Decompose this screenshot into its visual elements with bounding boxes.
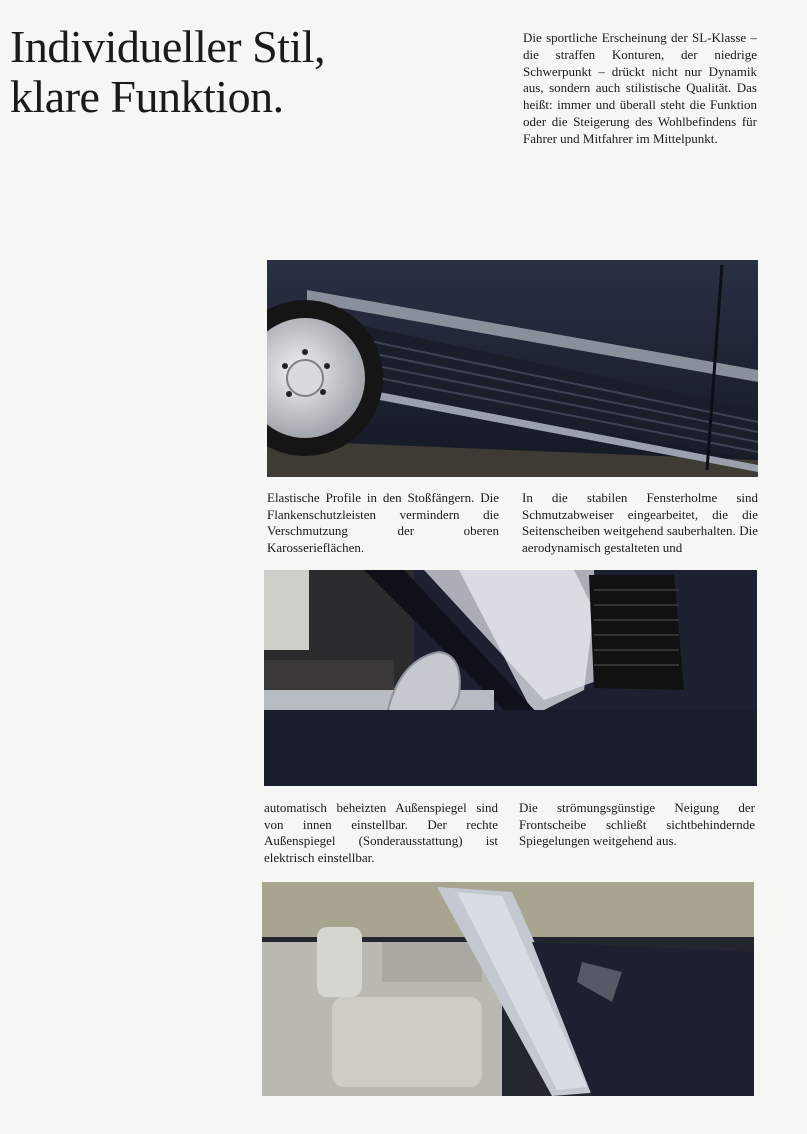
interior-illustration <box>262 882 754 1096</box>
caption-mirrors: automatisch beheizten Außenspiegel sind von innen einstellbar. Der rechte Außenspiegel (Sonderausstattung) ist elektrisch einstellbar. <box>264 800 498 865</box>
photo-mirror-window-pillar <box>264 570 757 786</box>
caption-window-pillars: In die stabilen Fensterholme sind Schmutzabweiser eingearbeitet, die die Seitenscheiben weitgehend sauberhalten. Die aerodynamisch gestalteten und <box>522 490 758 555</box>
headline-line-2: klare Funktion. <box>10 71 284 122</box>
headline-line-1: Individueller Stil, <box>10 21 326 72</box>
page-headline <box>10 22 410 122</box>
photo-wheel-side-trim <box>267 260 758 477</box>
wheel-trim-illustration <box>267 260 758 477</box>
caption-windshield: Die strömungsgünstige Neigung der Frontscheibe schließt sichtbehindernde Spiegelungen weitgehend aus. <box>519 800 755 848</box>
caption-bumper: Elastische Profile in den Stoßfängern. Die Flankenschutzleisten vermindern die Verschmutzung der oberen Karosserieflächen. <box>267 490 499 555</box>
mirror-illustration <box>264 570 757 786</box>
intro-paragraph: Die sportliche Erscheinung der SL-Klasse – die straffen Konturen, der niedrige Schwerpunkt – drückt nicht nur Dynamik aus, sondern auch stilistische Qualität. Das heißt: immer und überall steht die Funktion oder die Steigerung des Wohlbefindens für Fahrer und Mitfahrer im Mittelpunkt. <box>523 30 757 146</box>
photo-interior-windshield <box>262 882 754 1096</box>
